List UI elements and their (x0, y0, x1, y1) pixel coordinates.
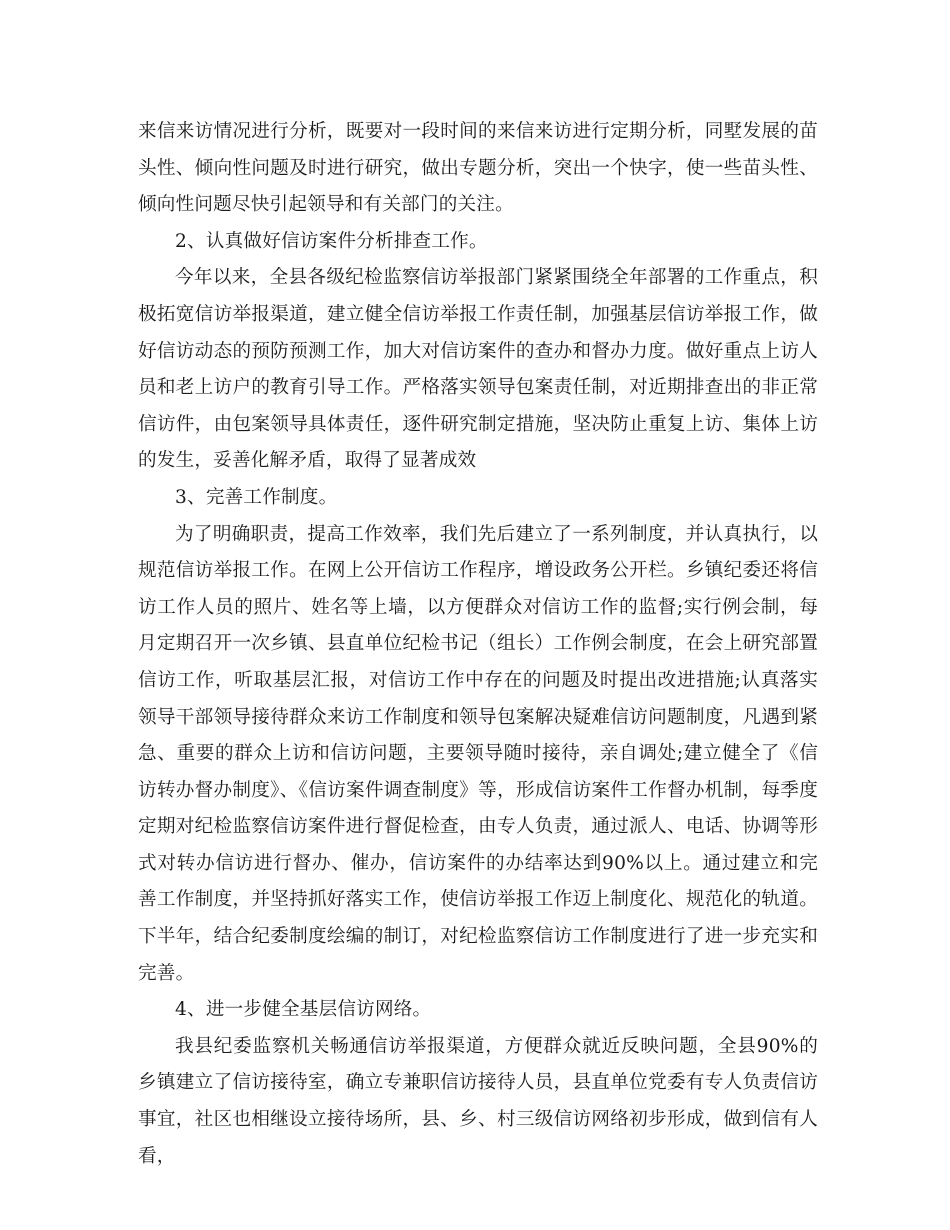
section-heading-4: 4、进一步健全基层信访网络。 (175, 999, 432, 1021)
paragraph-case-analysis: 今年以来，全县各级纪检监察信访举报部门紧紧围绕全年部署的工作重点，积极拓宽信访举报渠道，建立健全信访举报工作责任制，加强基层信访举报工作，做好信访动态的预防预测工作，加大对信访案件的查办和督办力度。做好重点上访人员和老上访户的教育引导工作。严格落实领导包案责任制，对近期排查出的非正常信访件，由包案领导具体责任，逐件研究制定措施，坚决防止重复上访、集体上访的发生，妥善化解矛盾，取得了显著成效 (138, 267, 818, 472)
section-heading-3: 3、完善工作制度。 (175, 486, 338, 508)
section-heading-2: 2、认真做好信访案件分析排查工作。 (175, 230, 488, 252)
paragraph-grassroots-network: 我县纪委监察机关畅通信访举报渠道，方便群众就近反映问题，全县90%的乡镇建立了信访接待室，确立专兼职信访接待人员，县直单位党委有专人负责信访事宜，社区也相继设立接待场所，县、乡、村三级信访网络初步形成，做到信有人看， (138, 1035, 818, 1167)
document-body (138, 114, 818, 1175)
paragraph-work-system: 为了明确职责，提高工作效率，我们先后建立了一系列制度，并认真执行，以规范信访举报工作。在网上公开信访工作程序，增设政务公开栏。乡镇纪委还将信访工作人员的照片、姓名等上墙，以方便群众对信访工作的监督;实行例会制，每月定期召开一次乡镇、县直单位纪检书记（组长）工作例会制度，在会上研究部置信访工作，听取基层汇报，对信访工作中存在的问题及时提出改进措施;认真落实领导干部领导接待群众来访工作制度和领导包案解决疑难信访问题制度，凡遇到紧急、重要的群众上访和信访问题，主要领导随时接待，亲自调处;建立健全了《信访转办督办制度》、《信访案件调查制度》等，形成信访案件工作督办机制，每季度定期对纪检监察信访案件进行督促检查，由专人负责，通过派人、电话、协调等形式对转办信访进行督办、催办，信访案件的办结率达到90%以上。通过建立和完善工作制度，并坚持抓好落实工作，使信访举报工作迈上制度化、规范化的轨道。下半年，结合纪委制度绘编的制订，对纪检监察信访工作制度进行了进一步充实和完善。 (138, 523, 818, 984)
paragraph-continuation: 来信来访情况进行分析，既要对一段时间的来信来访进行定期分析，同墅发展的苗头性、倾向性问题及时进行研究，做出专题分析，突出一个快字，使一些苗头性、倾向性问题尽快引起领导和有关部门的关注。 (138, 121, 818, 216)
